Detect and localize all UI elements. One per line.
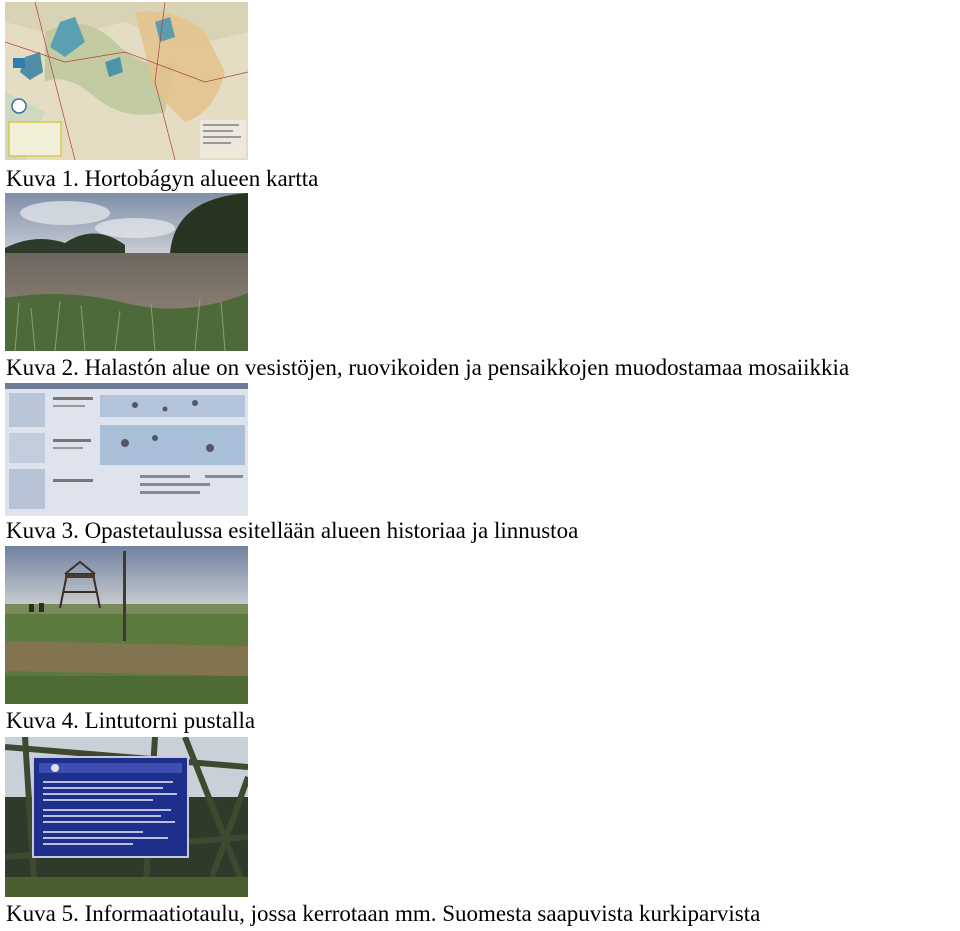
info-board-photo <box>5 383 248 516</box>
figure-caption-4: Kuva 4. Lintutorni pustalla <box>6 708 256 733</box>
figure-caption-5: Kuva 5. Informaatiotaulu, jossa kerrotaan mm. Suomesta saapuvista kurkiparvista <box>6 901 761 926</box>
information-sign-photo <box>5 737 248 897</box>
figure-caption-2: Kuva 2. Halastón alue on vesistöjen, ruovikoiden ja pensaikkojen muodostamaa mosaiikkia <box>6 355 850 380</box>
map-photo <box>5 2 248 160</box>
bird-tower-photo <box>5 546 248 704</box>
figure-caption-3: Kuva 3. Opastetaulussa esitellään alueen historiaa ja linnustoa <box>6 518 579 543</box>
lake-photo <box>5 193 248 351</box>
figure-caption-1: Kuva 1. Hortobágyn alueen kartta <box>6 166 319 191</box>
